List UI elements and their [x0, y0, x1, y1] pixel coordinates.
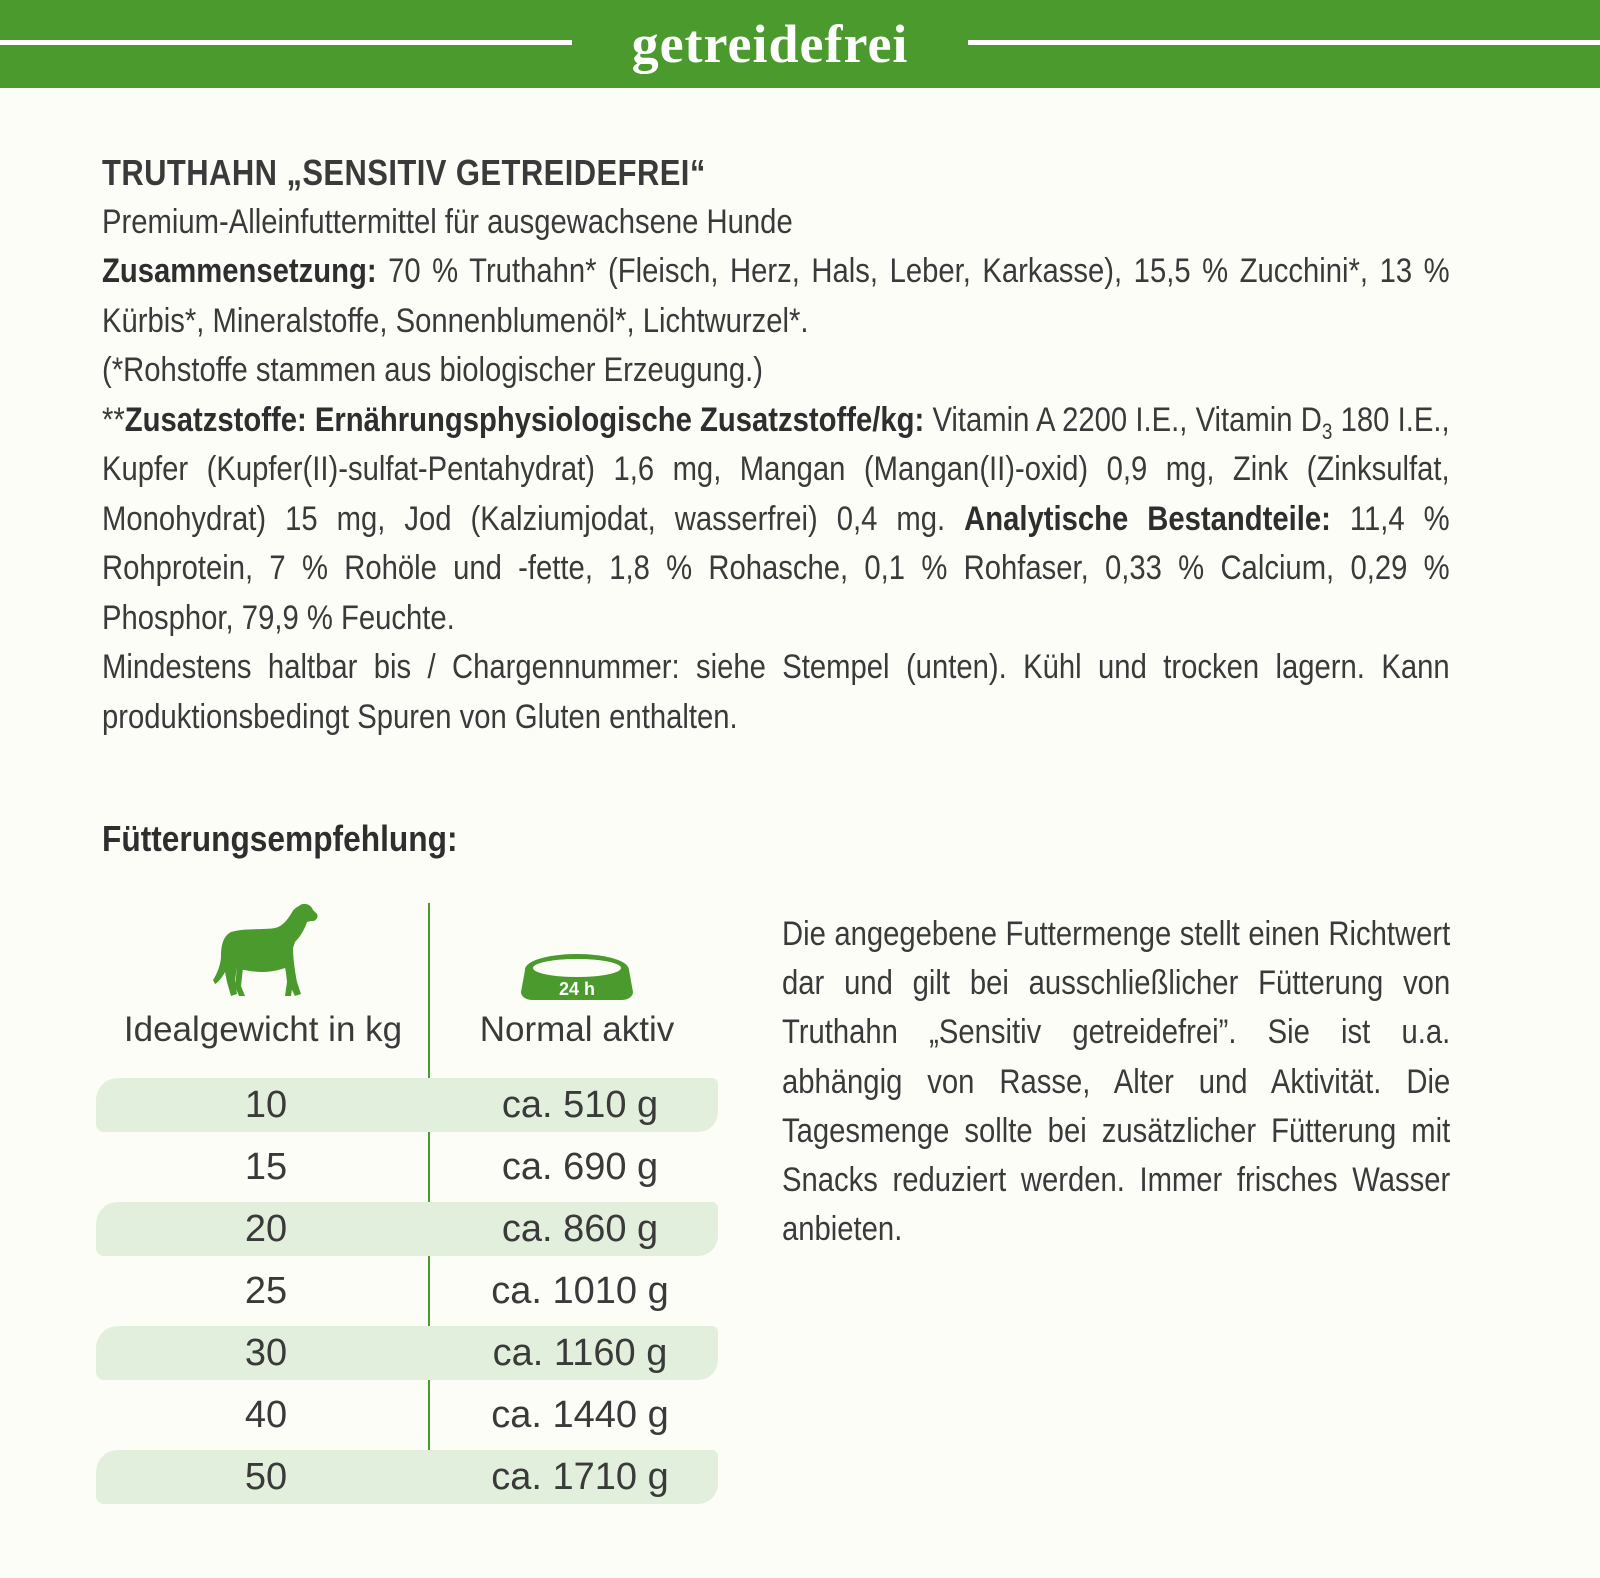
table-row [96, 1384, 718, 1446]
organic-note: (*Rohstoffe stammen aus biologischer Erzeugung.) [102, 351, 763, 389]
additives-label: Zusatzstoffe: Ernährungsphysiologische Zusatzstoffe/kg: [124, 400, 925, 439]
product-title: TRUTHAHN „SENSITIV GETREIDEFREI“ [102, 152, 706, 193]
header-banner [0, 0, 1600, 88]
column-header-weight: Idealgewicht in kg [123, 1010, 403, 1049]
amount-cell: ca. 1160 g [492, 1332, 668, 1374]
table-row [96, 1074, 718, 1136]
dog-icon [213, 902, 319, 998]
bowl-icon [521, 954, 633, 1000]
table-row [96, 1260, 718, 1322]
additives-text-2: 180 I.E., Kupfer (Kupfer(II)-sulfat-Pentahydrat) 1,6 mg, Mangan (Mangan(II)-oxid) 0,9 mg, Zink (Zinksulfat, Monohydrat) 15 mg, Jod (Kalziumjodat, wasserfrei) 0,4 mg. [102, 400, 1450, 538]
product-description [102, 148, 1450, 742]
feeding-table [96, 1074, 718, 1508]
table-row [96, 1136, 718, 1198]
composition [102, 247, 1450, 346]
additives-subscript: 3 [1321, 418, 1333, 444]
table-row [96, 1322, 718, 1384]
weight-cell: 25 [244, 1270, 288, 1312]
composition-text: 70 % Truthahn* (Fleisch, Herz, Hals, Leber, Karkasse), 15,5 % Zucchini*, 13 % Kürbis*, Mineralstoffe, Sonnenblumenöl*, Lichtwurzel*. [102, 252, 1450, 340]
weight-cell: 50 [244, 1456, 288, 1498]
amount-cell: ca. 1440 g [491, 1394, 669, 1436]
additives-analytics [102, 396, 1450, 644]
product-subtitle: Premium-Alleinfuttermittel für ausgewachsene Hunde [102, 202, 793, 241]
analytical-label: Analytische Bestandteile: [964, 499, 1331, 538]
analytical-text: 11,4 % Rohprotein, 7 % Rohöle und -fette, 1,8 % Rohasche, 0,1 % Rohfaser, 0,33 % Calcium, 0,29 % Phosphor, 79,9 % Feuchte. [102, 499, 1450, 637]
amount-cell: ca. 690 g [501, 1146, 659, 1188]
weight-cell: 30 [244, 1332, 288, 1374]
feeding-heading: Fütterungsempfehlung: [102, 818, 458, 859]
table-row [96, 1198, 718, 1260]
amount-cell: ca. 1710 g [491, 1456, 669, 1498]
feeding-note-text: Die angegebene Futtermenge stellt einen Richtwert dar und gilt bei ausschließlicher Fütterung von Truthahn „Sensitiv getreidefrei”. Sie ist u.a. abhängig von Rasse, Alter und Aktivität. Die Tagesmenge sollte bei zusätzlicher Fütterung mit Snacks reduziert werden. Immer frisches Wasser anbieten. [782, 915, 1451, 1249]
composition-label: Zusammensetzung: [102, 252, 377, 290]
banner-title: getreidefrei [631, 14, 909, 74]
weight-cell: 40 [244, 1394, 288, 1436]
amount-cell: ca. 860 g [501, 1208, 659, 1250]
table-row [96, 1446, 718, 1508]
weight-cell: 10 [244, 1084, 288, 1126]
weight-cell: 15 [244, 1146, 288, 1188]
amount-cell: ca. 510 g [501, 1084, 659, 1126]
amount-cell: ca. 1010 g [491, 1270, 669, 1312]
storage-text: Mindestens haltbar bis / Chargennummer: siehe Stempel (unten). Kühl und trocken lagern. Kann produktionsbedingt Spuren von Gluten enthalten. [102, 648, 1450, 736]
weight-cell: 20 [244, 1208, 288, 1250]
bowl-label: 24 h [558, 979, 596, 999]
banner-rule-right [968, 40, 1600, 45]
banner-rule-left [0, 40, 572, 45]
additives-prefix: ** [102, 400, 125, 439]
feeding-note [782, 910, 1450, 1254]
additives-text-1: Vitamin A 2200 I.E., Vitamin D [932, 400, 1322, 439]
column-header-amount: Normal aktiv [479, 1010, 675, 1049]
